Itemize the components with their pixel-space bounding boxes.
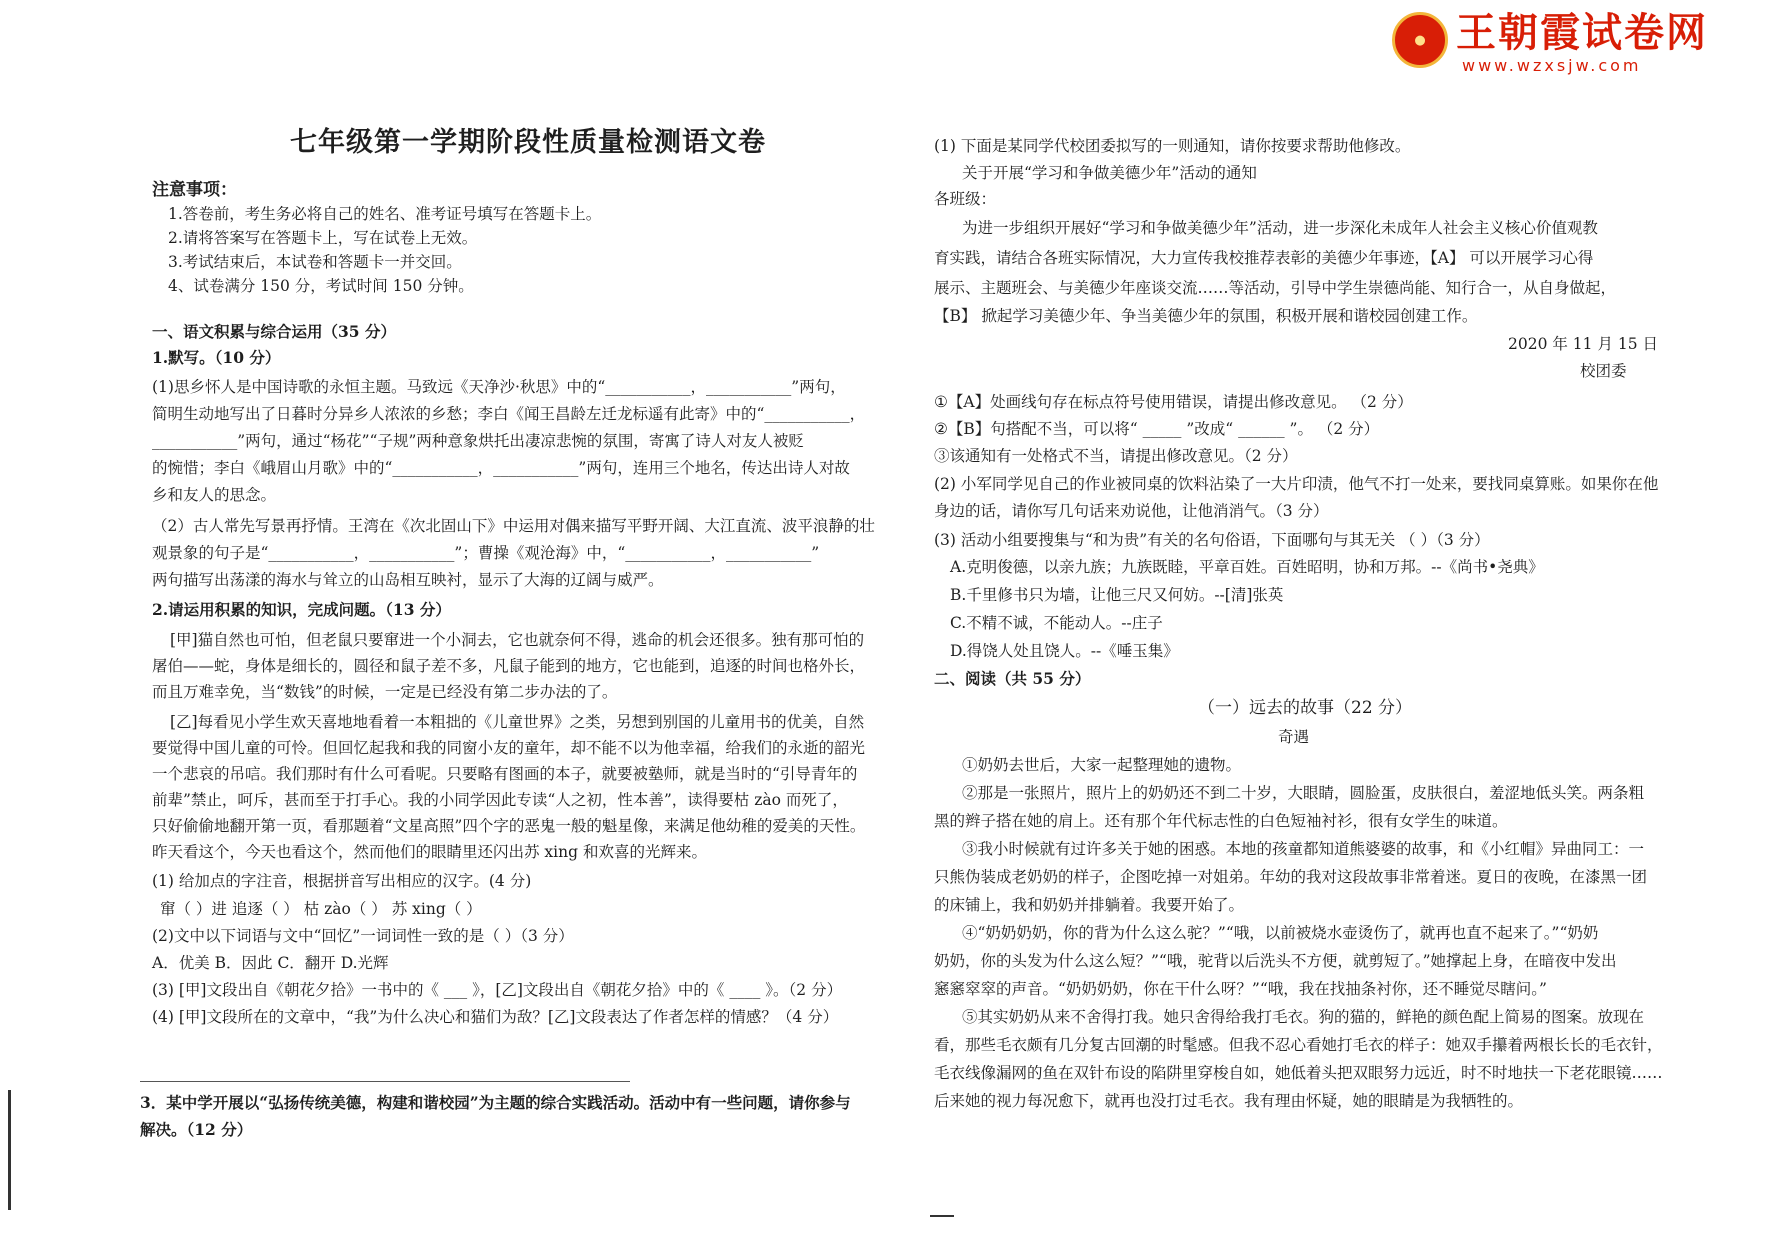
passage-line: [乙]每看见小学生欢天喜地地看着一本粗拙的《儿童世界》之类，另想到别国的儿童用书的优美，自然 <box>170 713 865 731</box>
option: B.千里修书只为墙，让他三尺又何妨。--[清]张英 <box>950 586 1284 604</box>
logo-url: www.wzxsjw.com <box>1462 56 1642 75</box>
passage-line: 昨天看这个，今天也看这个，然而他们的眼睛里还闪出苏 xing 和欢喜的光辉来。 <box>152 843 707 861</box>
story-title: 奇遇 <box>1278 728 1310 746</box>
section-heading: 二、阅读（共 55 分） <box>934 669 1091 688</box>
story-line: ⑤其实奶奶从来不舍得打我。她只舍得给我打毛衣。狗的猫的，鲜艳的颜色配上简易的图案。放现在 <box>962 1008 1645 1026</box>
notice-heading: 注意事项： <box>152 180 237 200</box>
sub-question: (4) [甲]文段所在的文章中，“我”为什么决心和猫们为敌？[乙]文段表达了作者怎样的情感？（4 分） <box>152 1008 839 1026</box>
story-line: ②那是一张照片，照片上的奶奶还不到二十岁，大眼睛，圆脸蛋，皮肤很白，羞涩地低头笑。两条粗 <box>962 784 1645 802</box>
story-line: ①奶奶去世后，大家一起整理她的遗物。 <box>962 756 1242 774</box>
story-line: 奶奶，你的头发为什么这么短？”“哦，驼背以后洗头不方便，就剪短了。”她撑起上身，在暗夜中发出 <box>934 952 1617 970</box>
sub-question: (1) 给加点的字注音，根据拼音写出相应的汉字。(4 分) <box>152 872 532 890</box>
logo-brand: 王朝霞试卷网 <box>1456 10 1708 56</box>
story-line: 只熊伪装成老奶奶的样子，企图吃掉一对姐弟。年幼的我对这段故事非常着迷。夏日的夜晚，在漆黑一团 <box>934 868 1648 886</box>
question-line: 的惋惜；李白《峨眉山月歌》中的“___________，___________”两句，连用三个地名，传达出诗人对故 <box>152 459 850 477</box>
story-line: 窸窸窣窣的声音。“奶奶奶奶，你在干什么呀？”“哦，我在找抽条衬你，还不睡觉尽瞎问。” <box>934 980 1547 998</box>
question-heading: 3．某中学开展以“弘扬传统美德，构建和谐校园”为主题的综合实践活动。活动中有一些问题，请你参与 <box>140 1093 851 1112</box>
section-heading: 一、语文积累与综合运用（35 分） <box>152 322 396 341</box>
notice-body-line: 【B】 掀起学习美德少年、争当美德少年的氛围，积极开展和谐校园创建工作。 <box>934 307 1478 325</box>
notice-body-line: 为进一步组织开展好“学习和争做美德少年”活动，进一步深化未成年人社会主义核心价值观教 <box>962 219 1598 237</box>
passage-line: 屠伯——蛇，身体是细长的，圆径和鼠子差不多，凡鼠子能到的地方，它也能到，追逐的时间也格外长， <box>152 657 866 675</box>
sub-question: (3) 活动小组要搜集与“和为贵”有关的名句俗语，下面哪句与其无关 （ ）（3 分） <box>934 531 1490 549</box>
option: A.克明俊德，以亲九族；九族既睦，平章百姓。百姓昭明，协和万邦。--《尚书•尧典》 <box>950 558 1544 576</box>
story-line: 黑的辫子搭在她的肩上。还有那个年代标志性的白色短袖衬衫，很有女学生的味道。 <box>934 812 1508 830</box>
story-line: 看，那些毛衣颇有几分复古回潮的时髦感。但我不忍心看她打毛衣的样子：她双手攥着两根长长的毛衣针， <box>934 1036 1663 1054</box>
notice-body-line: 展示、主题班会、与美德少年座谈交流……等活动，引导中学生崇德尚能、知行合一，从自身做起， <box>934 279 1617 297</box>
seal-icon: ● <box>1392 12 1448 68</box>
sub-question: ③该通知有一处格式不当，请提出修改意见。（2 分） <box>934 447 1298 465</box>
notice-signature: 校团委 <box>1580 362 1627 380</box>
question-heading: 解决。（12 分） <box>140 1120 253 1139</box>
notice-item: 4、试卷满分 150 分，考试时间 150 分钟。 <box>168 277 474 295</box>
passage-line: [甲]猫自然也可怕，但老鼠只要窜进一个小洞去，它也就奈何不得，逃命的机会还很多。独有那可怕的 <box>170 631 865 649</box>
story-heading: （一）远去的故事（22 分） <box>1198 698 1413 718</box>
sub-question: ②【B】句搭配不当，可以将“ _____ ”改成“ ______ ”。 （2 分） <box>934 420 1380 438</box>
notice-date: 2020 年 11 月 15 日 <box>1508 335 1659 353</box>
passage-line: 一个悲哀的吊唁。我们那时有什么可看呢。只要略有图画的本子，就要被塾师，就是当时的“引导青年的 <box>152 765 858 783</box>
option: C.不精不诚，不能动人。--庄子 <box>950 614 1163 632</box>
sub-question: (3) [甲]文段出自《朝花夕拾》一书中的《 ___ 》，[乙]文段出自《朝花夕拾》中的《 ____ 》。（2 分） <box>152 981 843 999</box>
sub-question: (2) 小军同学见自己的作业被同桌的饮料沾染了一大片印渍，他气不打一处来，要找同桌算账。如果你在他 <box>934 475 1659 493</box>
notice-item: 1.答卷前，考生务必将自己的姓名、准考证号填写在答题卡上。 <box>168 205 602 223</box>
scan-mark <box>930 1215 954 1217</box>
sub-question: 身边的话，请你写几句话来劝说他，让他消消气。（3 分） <box>934 502 1329 520</box>
story-line: ③我小时候就有过许多关于她的困惑。本地的孩童都知道熊婆婆的故事，和《小红帽》异曲同工：一 <box>962 840 1645 858</box>
sub-question: (2)文中以下词语与文中“回忆”一词词性一致的是（ ）（3 分） <box>152 927 574 945</box>
question-heading: 2.请运用积累的知识，完成问题。（13 分） <box>152 600 451 619</box>
notice-title: 关于开展“学习和争做美德少年”活动的通知 <box>962 164 1257 182</box>
notice-recipient: 各班级： <box>934 190 997 208</box>
question-line: (1) 下面是某同学代校团委拟写的一则通知，请你按要求帮助他修改。 <box>934 137 1411 155</box>
passage-line: 只好偷偷地翻开第一页，看那题着“文星高照”四个字的恶鬼一般的魁星像，来满足他幼稚的爱美的天性。 <box>152 817 866 835</box>
option: D.得饶人处且饶人。--《唾玉集》 <box>950 642 1179 660</box>
story-line: 毛衣线像漏网的鱼在双针布设的陷阱里穿梭自如，她低着头把双眼努力远近，时不时地扶一下老花眼镜…… <box>934 1064 1663 1082</box>
question-line: 乡和友人的思念。 <box>152 486 277 504</box>
site-logo <box>1392 10 1722 78</box>
question-line: 观景象的句子是“___________，___________”；曹操《观沧海》中，“___________，___________” <box>152 544 820 562</box>
passage-line: 而且万难幸免，当“数钱”的时候，一定是已经没有第二步办法的了。 <box>152 683 618 701</box>
notice-body-line: 育实践，请结合各班实际情况，大力宣传我校推荐表彰的美德少年事迹，【A】 可以开展学习心得 <box>934 249 1594 267</box>
story-line: ④“奶奶奶奶，你的背为什么这么驼？”“哦，以前被烧水壶烫伤了，就再也直不起来了。”“奶奶 <box>962 924 1599 942</box>
notice-item: 2.请将答案写在答题卡上，写在试卷上无效。 <box>168 229 478 247</box>
story-line: 的床铺上，我和奶奶并排躺着。我要开始了。 <box>934 896 1245 914</box>
exam-title: 七年级第一学期阶段性质量检测语文卷 <box>290 127 766 158</box>
passage-line: 要觉得中国儿童的可怜。但回忆起我和我的同窗小友的童年，却不能不以为他幸福，给我们的永逝的韶光 <box>152 739 866 757</box>
question-line: 两句描写出荡漾的海水与耸立的山岛相互映衬，显示了大海的辽阔与威严。 <box>152 571 664 589</box>
question-heading: 1.默写。（10 分） <box>152 348 281 367</box>
sub-question: A．优美 B．因此 C．翻开 D.光辉 <box>152 954 389 972</box>
sub-question: ①【A】处画线句存在标点符号使用错误，请提出修改意见。 （2 分） <box>934 393 1413 411</box>
notice-item: 3.考试结束后，本试卷和答题卡一并交回。 <box>168 253 462 271</box>
scan-edge-mark <box>8 1090 11 1210</box>
story-line: 后来她的视力每况愈下，就再也没打过毛衣。我有理由怀疑，她的眼睛是为我牺牲的。 <box>934 1092 1524 1110</box>
question-line: ___________”两句，通过“杨花”“子规”两种意象烘托出凄凉悲惋的氛围，寄寓了诗人对友人被贬 <box>152 432 804 450</box>
question-line: 简明生动地写出了日暮时分异乡人浓浓的乡愁；李白《闻王昌龄左迁龙标遥有此寄》中的“___________， <box>152 405 866 423</box>
sub-question: 窜（ ）进 追逐（ ） 枯 zào（ ） 苏 xing（ ） <box>160 900 482 918</box>
question-line: （2）古人常先写景再抒情。王湾在《次北固山下》中运用对偶来描写平野开阔、大江直流、波平浪静的壮 <box>152 517 875 535</box>
question-line: (1)思乡怀人是中国诗歌的永恒主题。马致远《天净沙·秋思》中的“___________，___________”两句， <box>152 378 846 396</box>
passage-line: 前辈”禁止，呵斥，甚而至于打手心。我的小同学因此专读“人之初，性本善”，读得要枯 zào 而死了， <box>152 791 848 809</box>
divider <box>140 1081 630 1082</box>
